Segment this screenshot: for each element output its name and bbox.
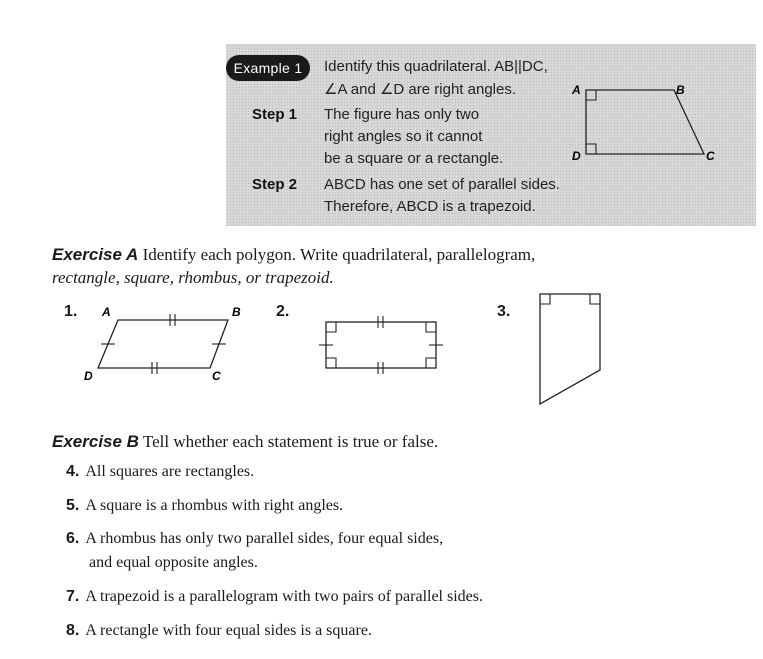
exercise-a-instruction-2: rectangle, square, rhombus, or trapezoid. (52, 268, 334, 287)
statement-6-number: 6. (66, 530, 80, 547)
step-1-line-3: be a square or a rectangle. (324, 150, 504, 167)
statement-8-number: 8. (66, 622, 80, 639)
label-d: D (572, 149, 581, 163)
label-a: A (572, 83, 581, 97)
p1-label-c: C (212, 369, 221, 382)
statement-5-text: A square is a rhombus with right angles. (85, 497, 344, 514)
problem-2-number: 2. (276, 303, 290, 320)
step-1-label: Step 1 (252, 106, 298, 123)
exercise-b-line (52, 432, 438, 452)
exercise-b-instruction: Tell whether each statement is true or false. (142, 432, 439, 451)
step-2-line-1: ABCD has one set of parallel sides. (324, 176, 560, 193)
step-2-label: Step 2 (252, 176, 298, 193)
exercise-a-line-1 (52, 245, 535, 265)
statement-5 (66, 497, 343, 515)
statement-7-text: A trapezoid is a parallelogram with two pairs of parallel sides. (85, 588, 483, 605)
statement-4 (66, 463, 254, 481)
p1-label-a: A (102, 305, 111, 319)
label-c: C (706, 149, 715, 163)
problem-3-number: 3. (497, 303, 511, 320)
statement-6-continued: and equal opposite angles. (89, 554, 258, 571)
statement-6-text: A rhombus has only two parallel sides, four equal sides, (85, 530, 444, 547)
problem-3-trapezoid (532, 288, 608, 410)
statement-5-number: 5. (66, 497, 80, 514)
step-2-line-2: Therefore, ABCD is a trapezoid. (324, 198, 536, 215)
exercise-a-instruction-1: Identify each polygon. Write quadrilateral, parallelogram, (142, 245, 536, 264)
example-line-1: Identify this quadrilateral. AB||DC, (324, 58, 548, 75)
exercise-b-title: Exercise B (52, 432, 139, 451)
statement-7 (66, 588, 483, 606)
problem-1-number: 1. (64, 303, 78, 320)
statement-4-text: All squares are rectangles. (85, 463, 255, 480)
p1-label-d: D (84, 369, 93, 382)
example-trapezoid-figure (562, 78, 752, 168)
statement-8-text: A rectangle with four equal sides is a square. (85, 622, 372, 639)
problem-1-parallelogram (80, 300, 250, 382)
statement-6 (66, 530, 443, 548)
problem-2-rectangle (316, 310, 446, 380)
statement-8 (66, 622, 372, 640)
example-box (226, 44, 756, 226)
label-b: B (676, 83, 685, 97)
step-1-line-2: right angles so it cannot (324, 128, 483, 145)
step-1-line-1: The figure has only two (324, 106, 480, 123)
example-line-2: ∠A and ∠D are right angles. (324, 81, 516, 98)
statement-4-number: 4. (66, 463, 80, 480)
exercise-a-title: Exercise A (52, 245, 139, 264)
p1-label-b: B (232, 305, 241, 319)
statement-7-number: 7. (66, 588, 80, 605)
example-badge: Example 1 (226, 55, 310, 81)
